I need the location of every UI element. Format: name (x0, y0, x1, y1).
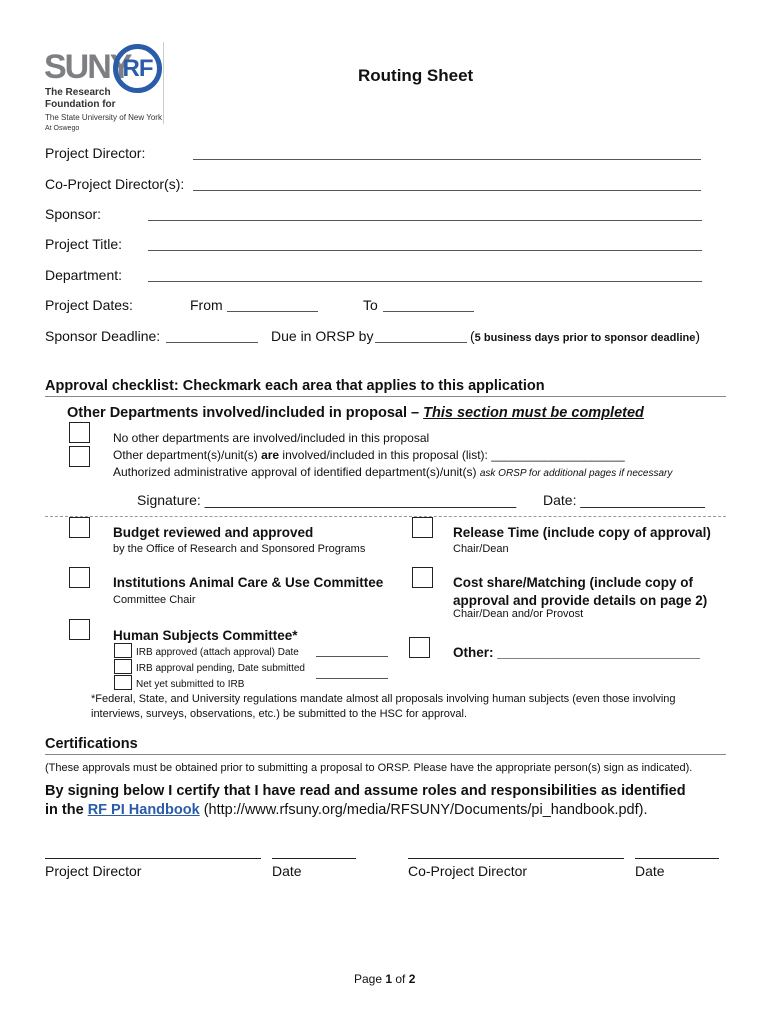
certifications-note: (These approvals must be obtained prior to submitting a proposal to ORSP. Please have the appropriate person(s) sign as indicated). (45, 762, 693, 774)
iacuc-checkbox[interactable] (69, 567, 90, 588)
authorized-approval-text: Authorized administrative approval of identified department(s)/unit(s) ask ORSP for additional pages if necessary (113, 465, 673, 479)
cost-share-checkbox[interactable] (412, 567, 433, 588)
release-time-subtitle: Chair/Dean (453, 543, 509, 555)
other-checkbox[interactable] (409, 637, 430, 658)
co-project-director-label: Co-Project Director(s): (45, 176, 185, 192)
certification-statement-1: By signing below I certify that I have read and assume roles and responsibilities as identified (45, 783, 686, 799)
due-note: (5 business days prior to sponsor deadline) (470, 328, 701, 344)
budget-title: Budget reviewed and approved (113, 525, 314, 540)
from-date-line[interactable] (227, 311, 318, 312)
project-director-signature-label: Project Director (45, 863, 142, 879)
logo-line-2: Foundation for (45, 99, 116, 110)
cost-share-subtitle: Chair/Dean and/or Provost (453, 608, 584, 620)
cost-share-title-2: approval and provide details on page 2) (453, 593, 708, 608)
irb-approved-date-line[interactable] (316, 656, 388, 657)
footnote-line-1: *Federal, State, and University regulations mandate almost all proposals involving human subjects (even those involving (91, 693, 676, 705)
department-line[interactable] (148, 281, 702, 282)
release-time-title: Release Time (include copy of approval) (453, 525, 711, 540)
date-label-1: Date (272, 863, 302, 879)
iacuc-title: Institutions Animal Care & Use Committee (113, 575, 384, 590)
logo-divider (163, 42, 164, 124)
logo-line-1: The Research (45, 87, 111, 98)
logo-suny-text: SUNY (44, 48, 131, 86)
no-other-departments-text: No other departments are involved/included in this proposal (113, 431, 430, 445)
due-in-orsp-label: Due in ORSP by (271, 328, 374, 344)
sponsor-label: Sponsor: (45, 206, 102, 222)
irb-approved-text: IRB approved (attach approval) Date (136, 647, 299, 658)
logo-line-3: The State University of New York (45, 113, 162, 122)
certifications-rule (45, 754, 726, 755)
co-project-director-signature-line[interactable] (408, 858, 624, 859)
signature-field[interactable]: Signature: ________________________________________ (137, 492, 517, 508)
co-project-director-signature-label: Co-Project Director (408, 863, 528, 879)
co-project-director-date-line[interactable] (635, 858, 719, 859)
irb-pending-text: IRB approval pending, Date submitted (136, 663, 305, 674)
project-dates-label: Project Dates: (45, 297, 133, 313)
footnote-line-2: interviews, surveys, observations, etc.) be submitted to the HSC for approval. (91, 708, 467, 720)
release-time-checkbox[interactable] (412, 517, 433, 538)
sponsor-line[interactable] (148, 220, 702, 221)
from-label: From (190, 297, 223, 313)
page-title: Routing Sheet (358, 66, 474, 85)
irb-pending-checkbox[interactable] (114, 659, 132, 674)
irb-not-submitted-text: Net yet submitted to IRB (136, 679, 245, 690)
irb-not-submitted-checkbox[interactable] (114, 675, 132, 690)
certifications-heading: Certifications (45, 736, 138, 752)
project-title-line[interactable] (148, 250, 702, 251)
signature-date-field[interactable]: Date: ________________ (543, 492, 705, 508)
to-label: To (363, 297, 378, 313)
certification-statement-2: in the RF PI Handbook (http://www.rfsuny.org/media/RFSUNY/Documents/pi_handbook.pdf). (45, 802, 648, 818)
to-date-line[interactable] (383, 311, 474, 312)
department-label: Department: (45, 267, 123, 283)
irb-approved-checkbox[interactable] (114, 643, 132, 658)
project-director-signature-line[interactable] (45, 858, 261, 859)
other-departments-heading: Other Departments involved/included in proposal – This section must be completed (67, 405, 644, 421)
iacuc-subtitle: Committee Chair (113, 594, 196, 606)
due-in-orsp-line[interactable] (375, 342, 467, 343)
human-subjects-title: Human Subjects Committee* (113, 628, 298, 643)
project-director-line[interactable] (193, 159, 701, 160)
other-departments-text: Other department(s)/unit(s) are involved/included in this proposal (list): ____________________ (113, 448, 625, 462)
budget-checkbox[interactable] (69, 517, 90, 538)
logo-campus: At Oswego (45, 125, 80, 132)
budget-subtitle: by the Office of Research and Sponsored Programs (113, 543, 366, 555)
must-complete-note: This section must be completed (423, 405, 644, 421)
rf-pi-handbook-link[interactable]: RF PI Handbook (87, 802, 200, 818)
date-label-2: Date (635, 863, 665, 879)
project-director-label: Project Director: (45, 145, 146, 161)
irb-pending-date-line[interactable] (316, 678, 388, 679)
sponsor-deadline-label: Sponsor Deadline: (45, 328, 161, 344)
checklist-heading-rule (45, 396, 726, 397)
page-number: Page 1 of 2 (354, 972, 416, 986)
no-other-departments-checkbox[interactable] (69, 422, 90, 443)
sponsor-deadline-line[interactable] (166, 342, 258, 343)
co-project-director-line[interactable] (193, 190, 701, 191)
checklist-heading: Approval checklist: Checkmark each area that applies to this application (45, 378, 545, 394)
logo-rf-circle: RF (113, 44, 162, 93)
human-subjects-checkbox[interactable] (69, 619, 90, 640)
section-divider (45, 516, 726, 517)
project-title-label: Project Title: (45, 236, 123, 252)
other-departments-checkbox[interactable] (69, 446, 90, 467)
cost-share-title-1: Cost share/Matching (include copy of (453, 575, 694, 590)
other-field[interactable]: Other: ___________________________ (453, 645, 700, 660)
project-director-date-line[interactable] (272, 858, 356, 859)
